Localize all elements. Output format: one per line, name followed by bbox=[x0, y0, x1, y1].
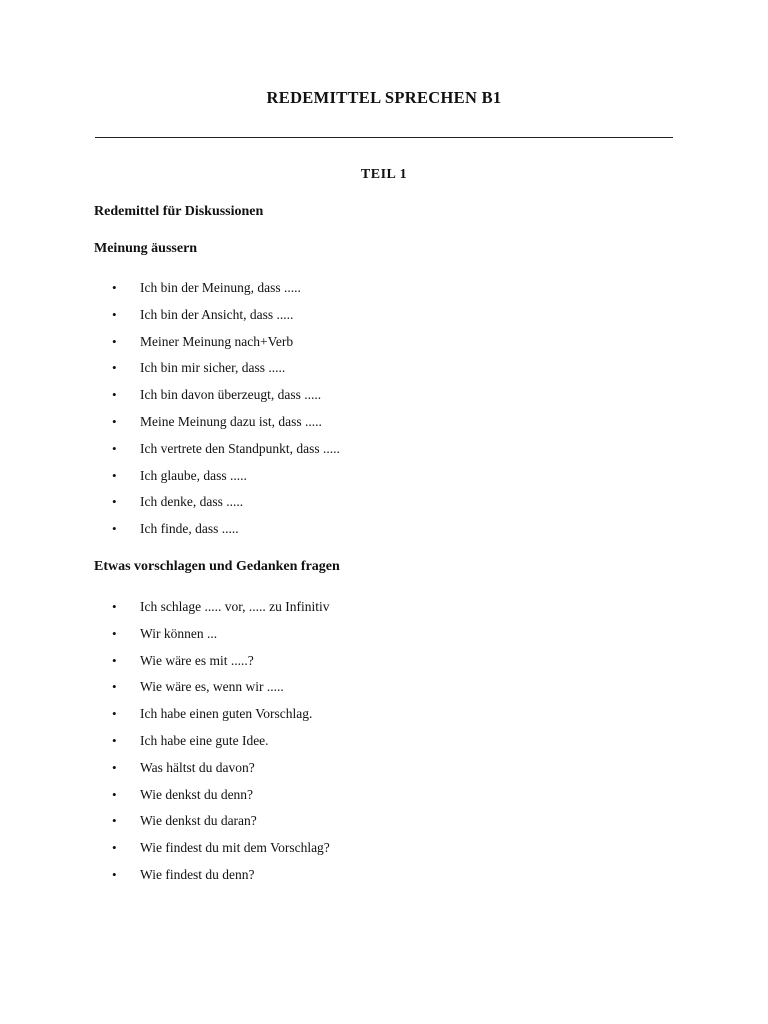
list-item-text: Ich bin der Meinung, dass ..... bbox=[140, 280, 301, 295]
list-item bbox=[0, 731, 700, 758]
list-item bbox=[0, 358, 700, 385]
list-item bbox=[0, 865, 700, 892]
part-heading: TEIL 1 bbox=[360, 167, 408, 182]
bullet-icon: • bbox=[112, 521, 117, 537]
list-item bbox=[0, 385, 700, 412]
bullet-list-suggestions bbox=[0, 597, 700, 892]
list-item bbox=[0, 785, 700, 812]
list-item-text: Wie wäre es mit .....? bbox=[140, 652, 254, 668]
list-item bbox=[0, 305, 700, 332]
list-item bbox=[0, 597, 700, 624]
list-item bbox=[0, 332, 700, 359]
list-item bbox=[0, 811, 700, 838]
list-item bbox=[0, 492, 700, 519]
bullet-icon: • bbox=[112, 813, 117, 829]
list-item bbox=[0, 466, 700, 493]
title-divider bbox=[95, 137, 673, 138]
list-item-text: Ich schlage ..... vor, ..... zu Infinitiv bbox=[140, 599, 330, 614]
list-item bbox=[0, 704, 700, 731]
bullet-icon: • bbox=[112, 866, 117, 882]
bullet-icon: • bbox=[112, 706, 117, 722]
bullet-icon: • bbox=[112, 840, 117, 856]
list-item-text: Ich bin davon überzeugt, dass ..... bbox=[140, 387, 322, 403]
group-heading-suggestions: Etwas vorschlagen und Gedanken fragen bbox=[94, 559, 340, 574]
bullet-icon: • bbox=[112, 494, 117, 510]
bullet-icon: • bbox=[112, 599, 117, 614]
bullet-icon: • bbox=[112, 625, 117, 641]
list-item bbox=[0, 439, 700, 466]
section-title: Redemittel für Diskussionen bbox=[94, 204, 264, 219]
list-item bbox=[0, 838, 700, 865]
bullet-icon: • bbox=[112, 413, 117, 429]
bullet-icon: • bbox=[112, 387, 117, 403]
list-item bbox=[0, 624, 700, 651]
list-item-text: Meiner Meinung nach+Verb bbox=[140, 333, 294, 349]
list-item-text: Was hältst du davon? bbox=[140, 759, 255, 775]
list-item-text: Wie denkst du daran? bbox=[140, 813, 257, 829]
list-item-text: Wie wäre es, wenn wir ..... bbox=[140, 679, 284, 695]
bullet-icon: • bbox=[112, 360, 117, 376]
list-item-text: Wie findest du denn? bbox=[140, 866, 255, 882]
list-item-text: Ich denke, dass ..... bbox=[140, 494, 244, 510]
list-item-text: Ich glaube, dass ..... bbox=[140, 467, 247, 483]
bullet-icon: • bbox=[112, 786, 117, 802]
group-heading-opinion: Meinung äussern bbox=[94, 241, 198, 256]
bullet-icon: • bbox=[112, 306, 117, 322]
list-item bbox=[0, 651, 700, 678]
list-item bbox=[0, 677, 700, 704]
list-item bbox=[0, 412, 700, 439]
list-item-text: Ich bin der Ansicht, dass ..... bbox=[140, 306, 294, 322]
list-item bbox=[0, 519, 700, 546]
list-item-text: Wie findest du mit dem Vorschlag? bbox=[140, 840, 330, 856]
bullet-icon: • bbox=[112, 732, 117, 748]
bullet-icon: • bbox=[112, 759, 117, 775]
list-item-text: Ich bin mir sicher, dass ..... bbox=[140, 360, 286, 376]
bullet-icon: • bbox=[112, 440, 117, 456]
list-item bbox=[0, 278, 700, 305]
list-item-text: Ich habe eine gute Idee. bbox=[140, 732, 269, 748]
list-item-text: Wir können ... bbox=[140, 625, 218, 641]
document-title: REDEMITTEL SPRECHEN B1 bbox=[266, 88, 502, 107]
bullet-icon: • bbox=[112, 679, 117, 695]
list-item-text: Ich habe einen guten Vorschlag. bbox=[140, 706, 313, 722]
bullet-icon: • bbox=[112, 280, 117, 295]
list-item-text: Ich finde, dass ..... bbox=[140, 521, 239, 537]
bullet-icon: • bbox=[112, 333, 117, 349]
bullet-icon: • bbox=[112, 652, 117, 668]
list-item-text: Ich vertrete den Standpunkt, dass ..... bbox=[140, 440, 340, 456]
list-item-text: Wie denkst du denn? bbox=[140, 786, 254, 802]
bullet-icon: • bbox=[112, 467, 117, 483]
list-item bbox=[0, 758, 700, 785]
bullet-list-opinion bbox=[0, 278, 700, 546]
list-item-text: Meine Meinung dazu ist, dass ..... bbox=[140, 413, 322, 429]
